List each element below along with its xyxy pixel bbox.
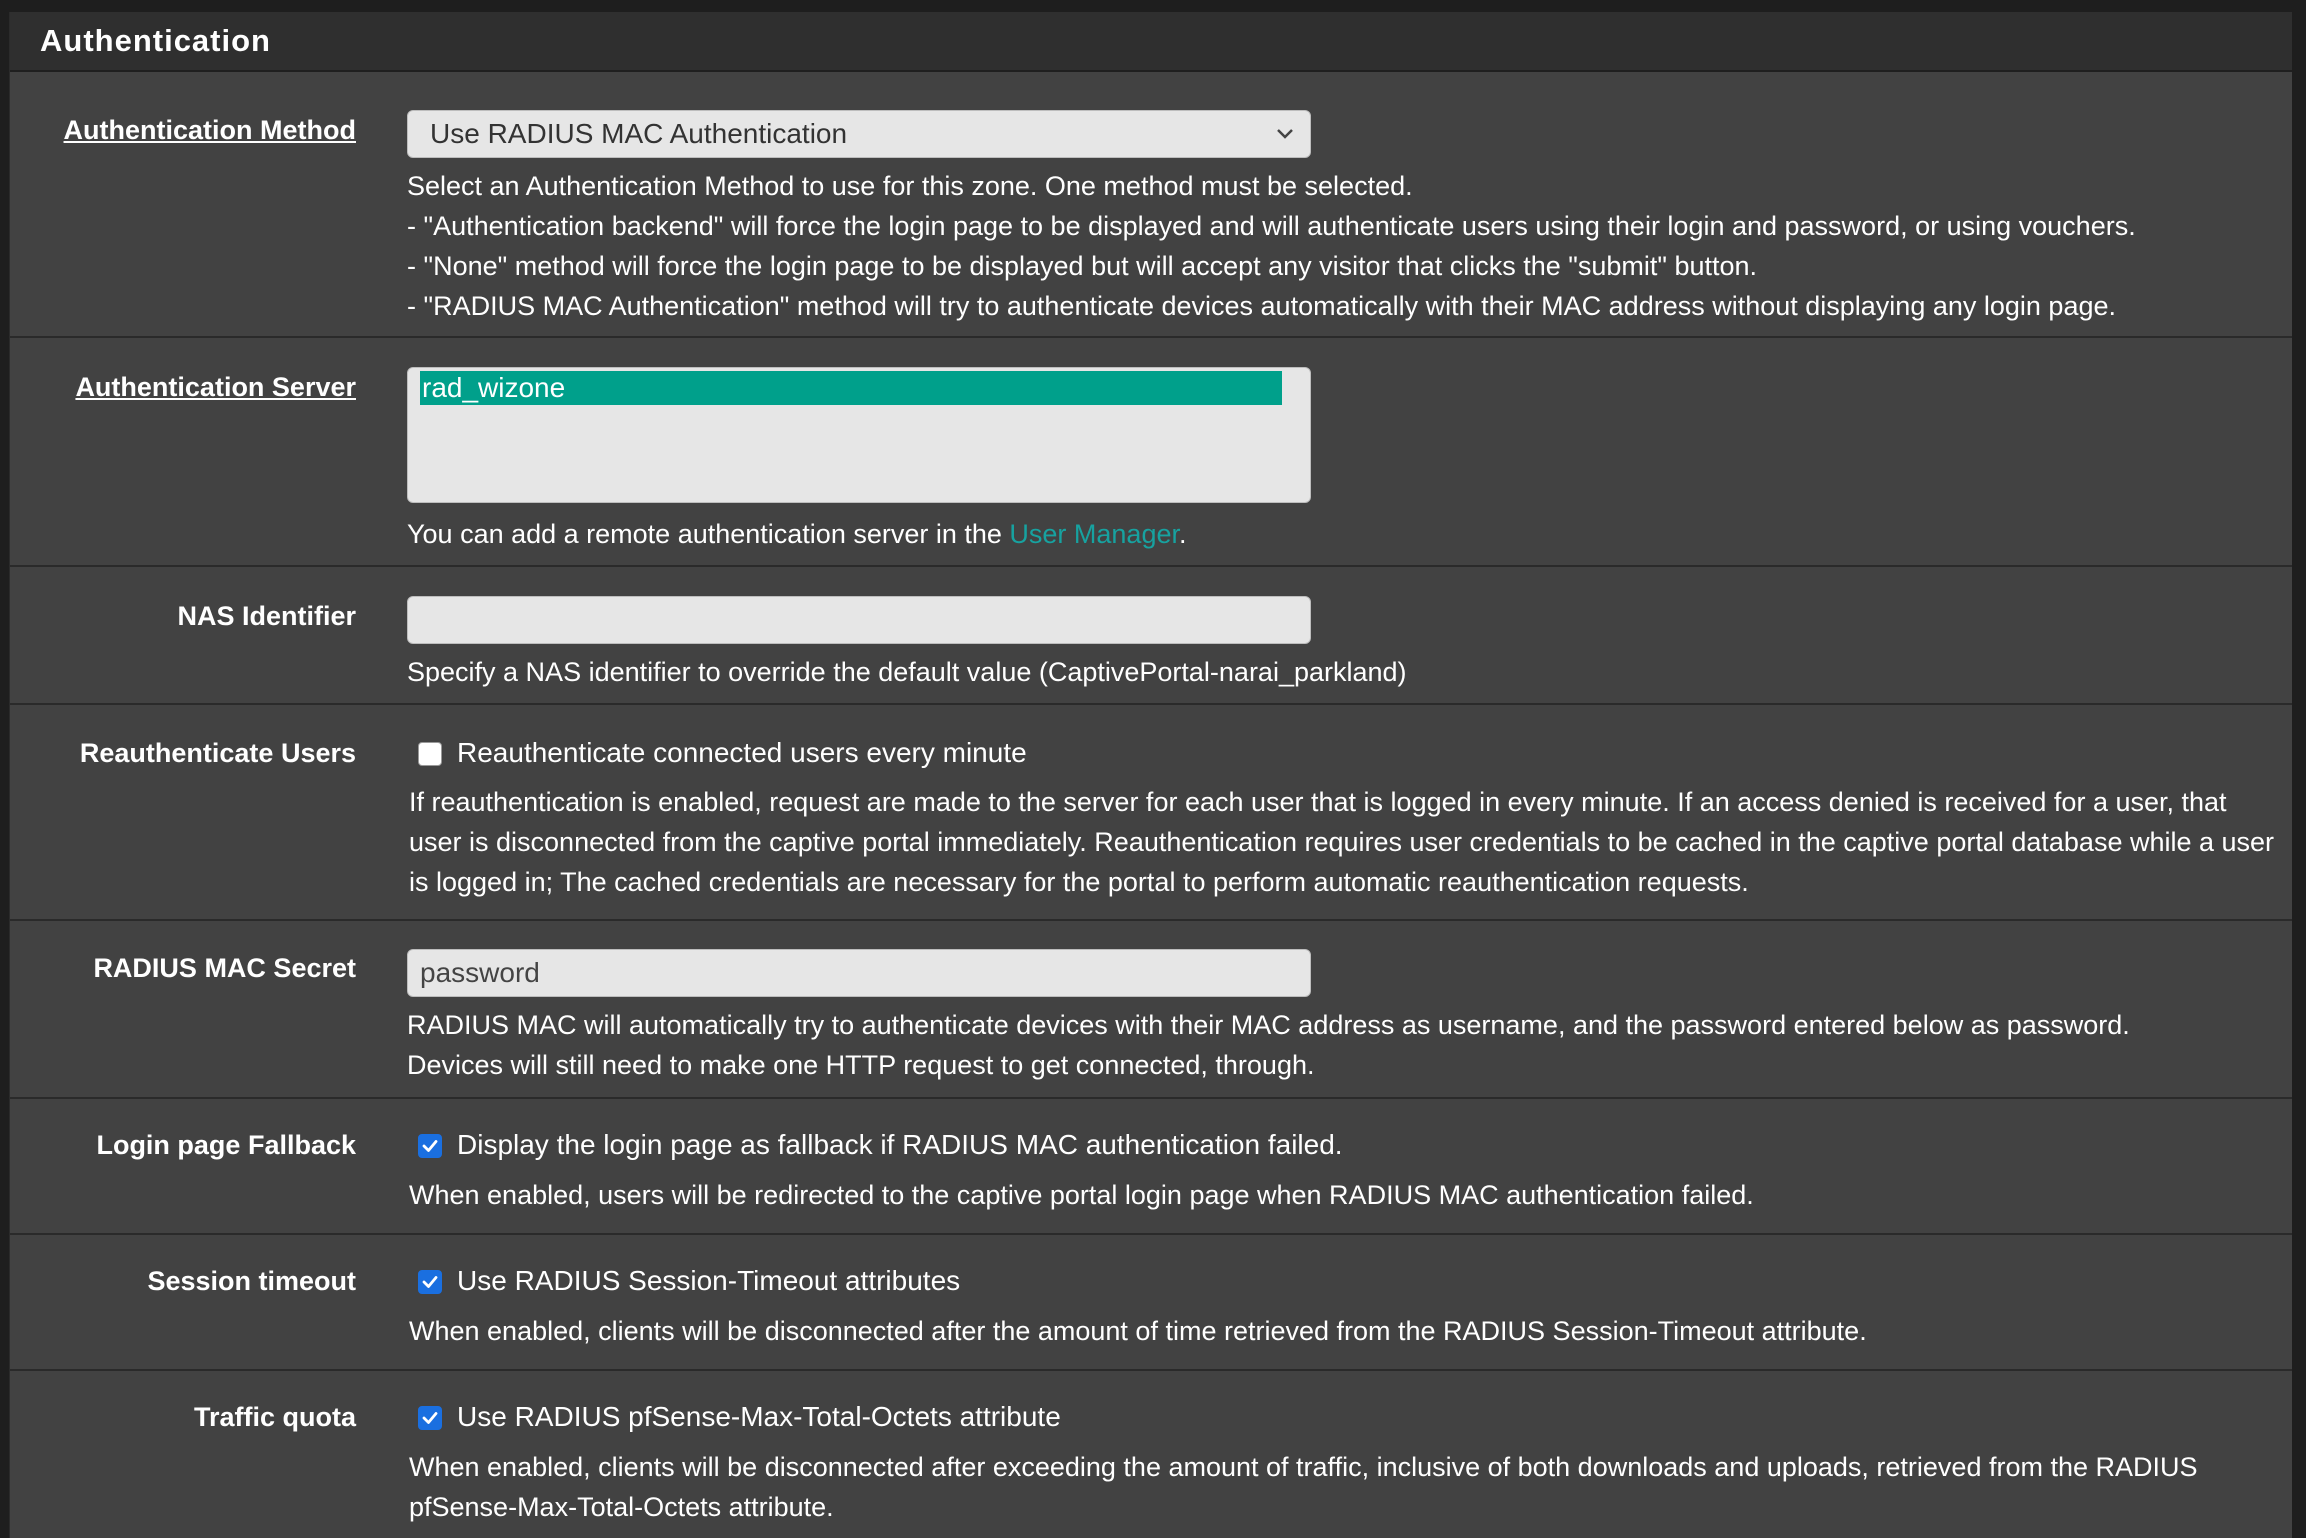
auth-server-listbox[interactable] [407, 367, 1311, 503]
checkmark-icon [421, 1409, 439, 1427]
user-manager-link[interactable]: User Manager [1009, 519, 1179, 549]
checkmark-icon [421, 1137, 439, 1155]
nas-identifier-help: Specify a NAS identifier to override the default value (CaptivePortal-narai_parkland) [407, 657, 1407, 687]
login-fallback-checkbox-label[interactable]: Display the login page as fallback if RADIUS MAC authentication failed. [457, 1129, 1343, 1160]
traffic-quota-checkbox-label[interactable]: Use RADIUS pfSense-Max-Total-Octets attribute [457, 1401, 1061, 1432]
traffic-quota-checkbox[interactable] [418, 1406, 442, 1430]
auth-method-selected-value: Use RADIUS MAC Authentication [430, 118, 848, 149]
radius-mac-secret-value: password [420, 957, 540, 988]
reauthenticate-checkbox[interactable] [418, 742, 442, 766]
row-auth-method [10, 72, 2292, 338]
radius-mac-secret-input[interactable] [407, 949, 1311, 997]
radius-mac-secret-help-2: Devices will still need to make one HTTP request to get connected, through. [407, 1050, 1315, 1080]
auth-method-select[interactable] [407, 110, 1311, 158]
login-fallback-help: When enabled, users will be redirected to the captive portal login page when RADIUS MAC authentication failed. [409, 1180, 1754, 1210]
session-timeout-label: Session timeout [147, 1266, 356, 1296]
auth-method-help-4: - "RADIUS MAC Authentication" method will try to authenticate devices automatically with their MAC address without displaying any login page. [407, 291, 2116, 321]
auth-server-help-suffix: . [1179, 519, 1187, 549]
login-fallback-checkbox[interactable] [418, 1134, 442, 1158]
row-radius-mac-secret [10, 921, 2292, 1099]
reauthenticate-label: Reauthenticate Users [79, 738, 356, 768]
checkmark-icon [421, 1273, 439, 1291]
session-timeout-help: When enabled, clients will be disconnected after the amount of time retrieved from the RADIUS Session-Timeout attribute. [409, 1316, 1867, 1346]
panel-heading [10, 12, 2292, 72]
row-login-fallback [10, 1099, 2292, 1235]
radius-mac-secret-label: RADIUS MAC Secret [93, 953, 356, 983]
panel-title: Authentication [40, 23, 271, 58]
session-timeout-checkbox-label[interactable]: Use RADIUS Session-Timeout attributes [457, 1265, 961, 1296]
nas-identifier-label: NAS Identifier [177, 601, 356, 631]
reauthenticate-help: If reauthentication is enabled, request are made to the server for each user that is logged in every minute. If an access denied is received for a user, that user is disconnected from the captive portal immediately. Reauthentication requires user credentials to be cached in the captive portal database while a user is logged in; The cached credentials are necessary for the portal to perform automatic reauthentication requests. [409, 787, 2275, 897]
auth-server-label[interactable]: Authentication Server [75, 372, 356, 402]
radius-mac-secret-help-1: RADIUS MAC will automatically try to authenticate devices with their MAC address as username, and the password entered below as password. [407, 1010, 2130, 1040]
row-nas-identifier [10, 567, 2292, 705]
traffic-quota-help: When enabled, clients will be disconnected after exceeding the amount of traffic, inclusive of both downloads and uploads, retrieved from the RADIUS pfSense-Max-Total-Octets attribute. [409, 1452, 2198, 1522]
auth-method-help-1: Select an Authentication Method to use for this zone. One method must be selected. [407, 171, 1413, 201]
auth-server-option[interactable]: rad_wizone [420, 371, 1282, 405]
row-reauthenticate [10, 705, 2292, 921]
session-timeout-checkbox[interactable] [418, 1270, 442, 1294]
row-traffic-quota [10, 1371, 2292, 1538]
login-fallback-label: Login page Fallback [96, 1130, 356, 1160]
chevron-down-icon [1268, 117, 1302, 151]
row-session-timeout [10, 1235, 2292, 1371]
traffic-quota-label: Traffic quota [193, 1402, 356, 1432]
auth-method-help-3: - "None" method will force the login page to be displayed but will accept any visitor that clicks the "submit" button. [407, 251, 1758, 281]
auth-server-help [407, 514, 1187, 554]
authentication-panel [9, 12, 2292, 1538]
row-auth-server [10, 338, 2292, 567]
auth-method-label[interactable]: Authentication Method [63, 115, 356, 145]
reauthenticate-checkbox-label[interactable]: Reauthenticate connected users every minute [457, 737, 1027, 768]
nas-identifier-input[interactable] [407, 596, 1311, 644]
auth-method-help-2: - "Authentication backend" will force the login page to be displayed and will authenticate users using their login and password, or using vouchers. [407, 211, 2136, 241]
auth-server-help-text: You can add a remote authentication server in the [407, 519, 1010, 549]
